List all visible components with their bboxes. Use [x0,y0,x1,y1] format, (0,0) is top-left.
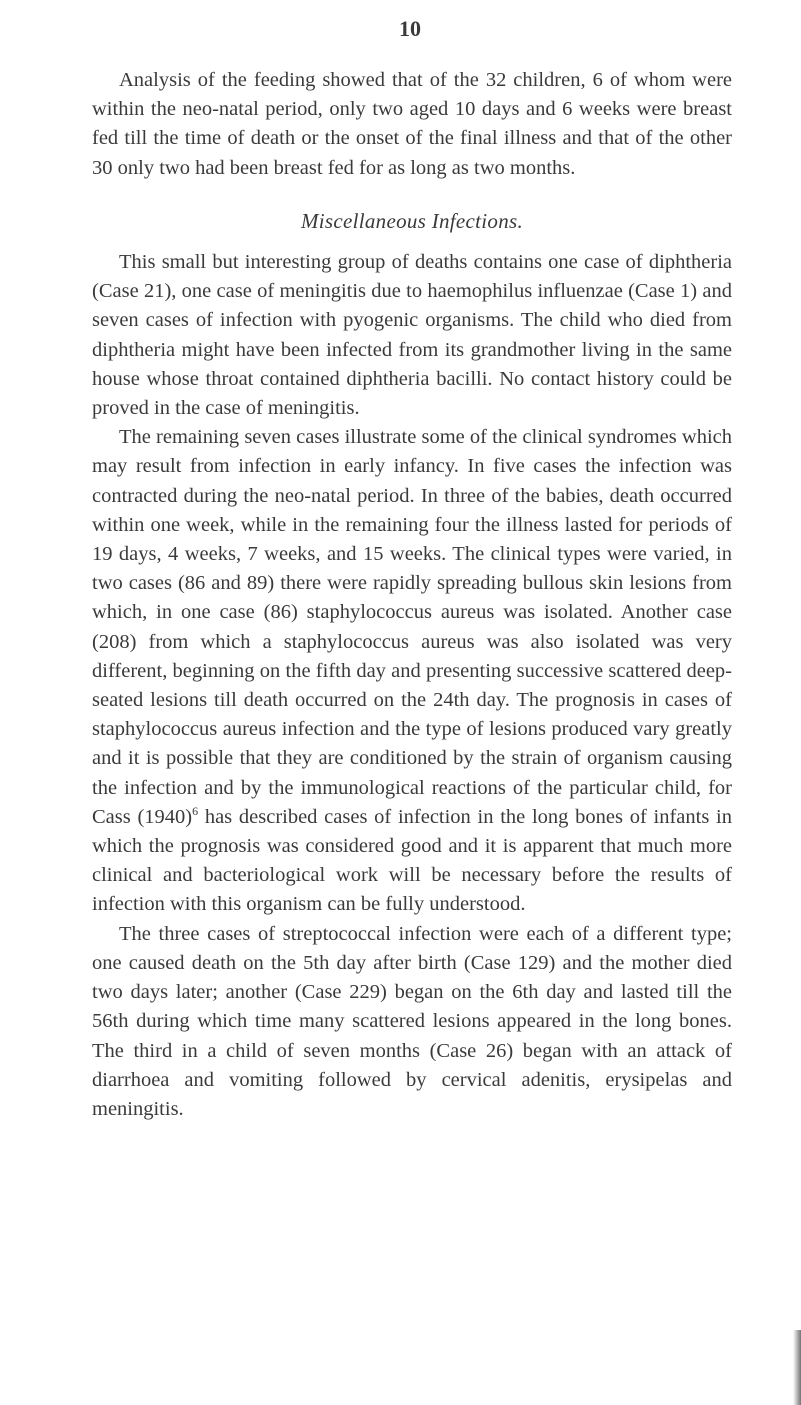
section-heading: Miscellaneous Infections. [300,208,524,233]
remaining-cases-text: The remaining seven cases illustrate some of the clinical syndromes which may result from infection in early infancy. In five cases the infection was contracted during the neo-natal period. In three of the babies, death occurred within one week, while in the remaining four the illness lasted for periods of 19 days, 4 weeks, 7 weeks, and 15 weeks. The clinical types were varied, in two cases (86 and 89) there were rapidly spreading bullous skin lesions from which, in one case (86) staphylococcus aureus was isolated. Another case (208) from which a staphylococcus aureus was also isolated was very different, beginning on the fifth day and presenting successive scattered deep-seated lesions till death occurred on the 24th day. The prognosis in cases of staphylococcus aureus infection and the type of lesions produced vary greatly and it is possible that they are conditioned by the strain of organism causing the infection and by the immunological reactions of the particular child, for Cass (1940) [92,426,732,828]
paragraph-streptococcal: The three cases of streptococcal infection were each of a different type; one caused death on the 5th day after birth (Case 129) and the mother died two days later; another (Case 229) began on the 6th day and lasted till the 56th during which time many scattered lesions appeared in the long bones. The third in a child of seven months (Case 26) began with an attack of diarrhoea and vomiting followed by cervical adenitis, erysipelas and meningitis. [92,922,732,1120]
body-text [92,66,732,1124]
reference-superscript: 6 [192,804,199,819]
remaining-cases-text-continued: has described cases of infection in the long bones of infants in which the prognosis was considered good and it is apparent that much more clinical and bacteriological work will be necessary before the results of infection with this organism can be fully understood. [92,805,732,916]
paragraph-intro: This small but interesting group of deaths contains one case of diphtheria (Case 21), one case of meningitis due to haemophilus influenzae (Case 1) and seven cases of infection with pyogenic organisms. The child who died from diphtheria might have been infected from its grandmother living in the same house whose throat contained diphtheria bacilli. No contact history could be proved in the case of meningitis. [92,251,732,420]
page-edge-shadow [793,1330,801,1405]
page-number: 10 [399,16,421,41]
paragraph-feeding-analysis: Analysis of the feeding showed that of the 32 children, 6 of whom were within the neo-natal period, only two aged 10 days and 6 weeks were breast fed till the time of death or the onset of the final illness and that of the other 30 only two had been breast fed for as long as two months. [92,69,732,179]
paragraph-remaining-cases [92,423,732,919]
